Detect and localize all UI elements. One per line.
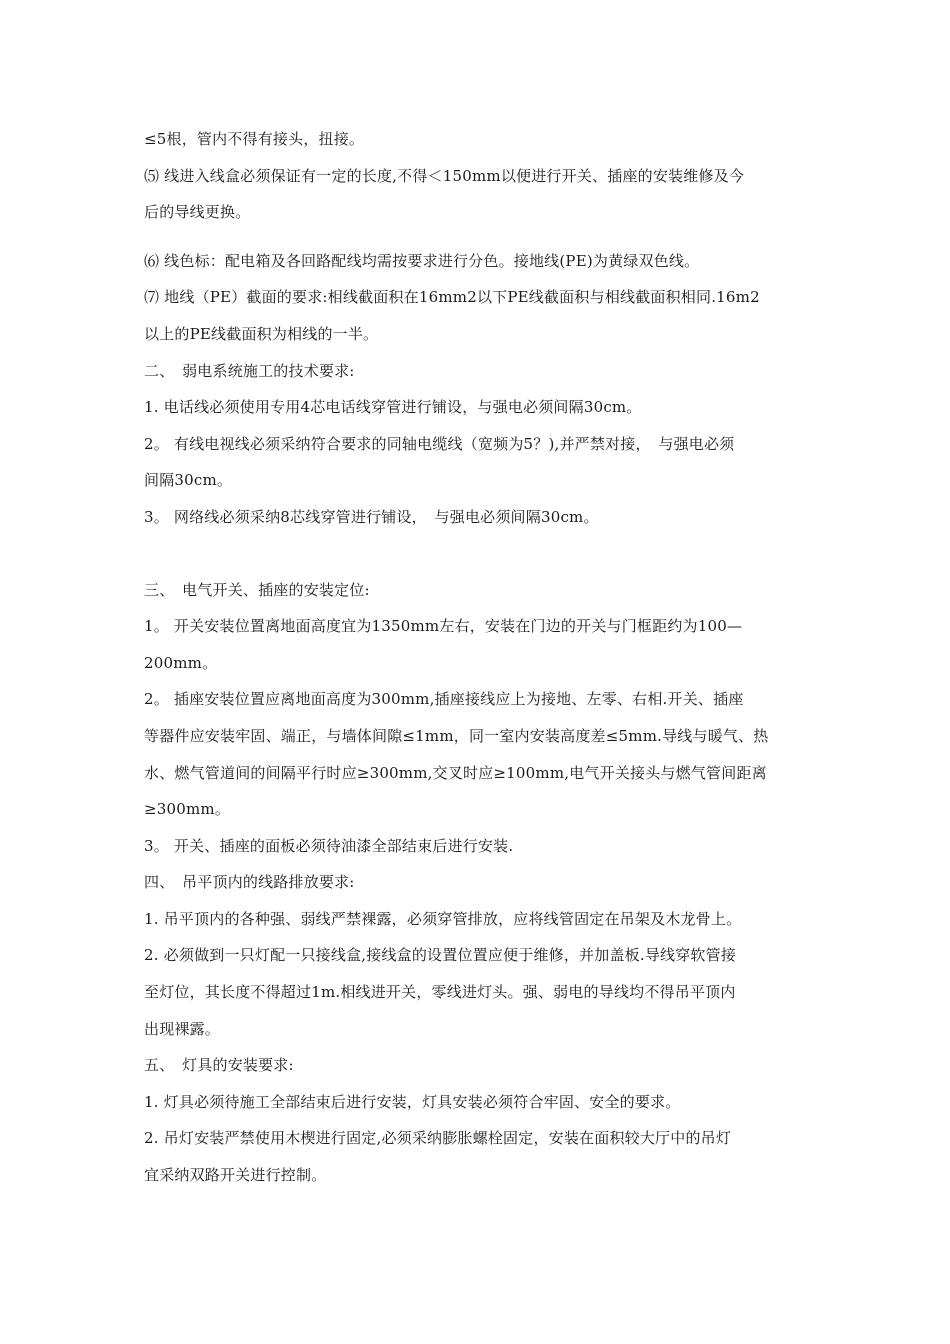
document-body (144, 121, 814, 1194)
paragraph (144, 828, 814, 865)
paragraph (144, 937, 814, 1047)
text-line: 2. 必须做到一只灯配一只接线盒,接线盒的设置位置应便于维修，并加盖板.导线穿软管接 (144, 946, 737, 965)
paragraph (144, 1084, 814, 1121)
text-line: ≤5根，管内不得有接头，扭接。 (144, 130, 365, 148)
paragraph (144, 121, 814, 158)
paragraph (144, 572, 814, 609)
paragraph-gap (144, 231, 814, 243)
text-line: 宜采纳双路开关进行控制。 (144, 1166, 327, 1185)
text-line: 三、 电气开关、插座的安装定位: (144, 580, 370, 599)
text-line: ⑺ 地线（PE）截面的要求:相线截面积在16mm2以下PE线截面积与相线截面积相同.16m2 (144, 288, 760, 307)
text-line: 1. 灯具必须待施工全部结束后进行安装，灯具安装必须符合牢固、安全的要求。 (144, 1092, 681, 1111)
paragraph (144, 353, 814, 390)
text-line: 以上的PE线截面积为相线的一半。 (144, 324, 379, 343)
text-line: 二、 弱电系统施工的技术要求: (144, 361, 355, 380)
text-line: 后的导线更换。 (144, 203, 251, 222)
paragraph-gap (144, 536, 814, 572)
text-line: 水、燃气管道间的间隔平行时应≥300mm,交叉时应≥100mm,电气开关接头与燃气管间距离 (144, 763, 767, 782)
paragraph (144, 864, 814, 901)
text-line: 等器件应安装牢固、端正，与墙体间隙≤1mm，同一室内安装高度差≤5mm.导线与暖气、热 (144, 726, 769, 745)
text-line: 五、 灯具的安装要求: (144, 1056, 294, 1075)
text-line: 1. 电话线必须使用专用4芯电话线穿管进行铺设，与强电必须间隔30cm。 (144, 398, 642, 417)
paragraph (144, 608, 814, 681)
paragraph (144, 1120, 814, 1193)
paragraph (144, 499, 814, 536)
paragraph (144, 1047, 814, 1084)
paragraph (144, 389, 814, 426)
paragraph (144, 901, 814, 938)
text-line: ≥300mm。 (144, 800, 231, 819)
text-line: 四、 吊平顶内的线路排放要求: (144, 873, 355, 892)
paragraph (144, 243, 814, 280)
text-line: 3。 网络线必须采纳8芯线穿管进行铺设， 与强电必须间隔30cm。 (144, 507, 599, 526)
text-line: 出现裸露。 (144, 1019, 221, 1038)
paragraph (144, 279, 814, 352)
text-line: 3。 开关、插座的面板必须待油漆全部结束后进行安装. (144, 836, 514, 855)
text-line: 2。 插座安装位置应离地面高度为300mm,插座接线应上为接地、左零、右相.开关、插座 (144, 690, 744, 709)
paragraph (144, 681, 814, 827)
text-line: 2. 吊灯安装严禁使用木楔进行固定,必须采纳膨胀螺栓固定，安装在面积较大厅中的吊灯 (144, 1129, 732, 1148)
text-line: 1。 开关安装位置离地面高度宜为1350mm左右，安装在门边的开关与门框距约为100— (144, 617, 743, 636)
paragraph (144, 426, 814, 499)
text-line: 间隔30cm。 (144, 471, 233, 490)
text-line: 1. 吊平顶内的各种强、弱线严禁裸露，必须穿管排放，应将线管固定在吊架及木龙骨上。 (144, 909, 742, 928)
text-line: 2。 有线电视线必须采纳符合要求的同轴电缆线（宽频为5？),并严禁对接， 与强电必须 (144, 434, 735, 453)
text-line: 200mm。 (144, 653, 218, 672)
text-line: ⑸ 线进入线盒必须保证有一定的长度,不得＜150mm以便进行开关、插座的安装维修及今 (144, 166, 745, 185)
paragraph (144, 158, 814, 231)
text-line: 至灯位，其长度不得超过1m.相线进开关，零线进灯头。强、弱电的导线均不得吊平顶内 (144, 983, 736, 1002)
text-line: ⑹ 线色标：配电箱及各回路配线均需按要求进行分色。接地线(PE)为黄绿双色线。 (144, 251, 700, 270)
